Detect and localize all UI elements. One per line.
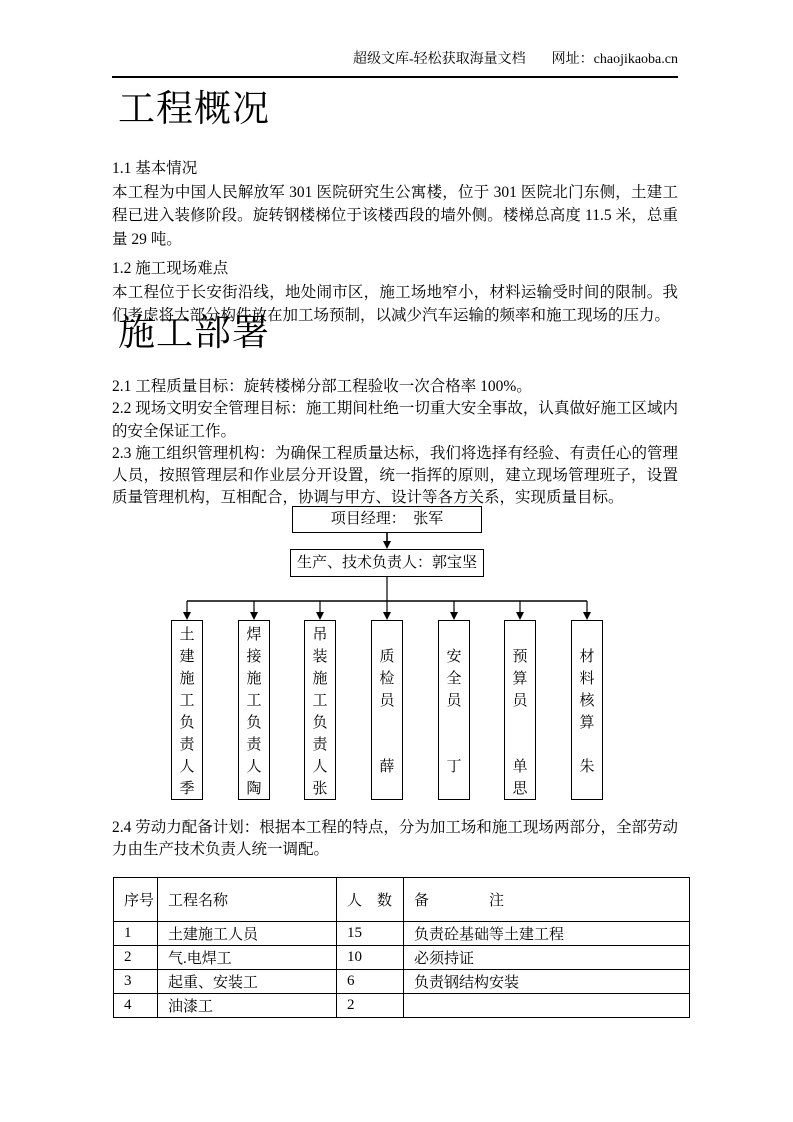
org-box-char: 负: [246, 715, 262, 731]
org-box-char: 薛: [379, 759, 395, 775]
org-box-char: 负: [179, 715, 195, 731]
table-cell-index: 3: [114, 970, 158, 994]
org-box-char: 核: [579, 693, 595, 709]
org-box-char: 吊: [312, 627, 328, 643]
org-box-char: [505, 624, 535, 646]
paragraph-2-2: 2.2 现场文明安全管理目标：施工期间杜绝一切重大安全事故，认真做好施工区域内的安全保证工作。: [112, 400, 678, 440]
org-box-estimator: [504, 620, 536, 800]
org-box-char: 质: [379, 649, 395, 665]
org-box-hoisting-lead: [304, 620, 336, 800]
org-box-char: 陶: [246, 781, 262, 797]
labor-table: [113, 877, 690, 1018]
table-cell-remark: 负责钢结构安装: [404, 970, 690, 994]
org-box-material-accountant: [571, 620, 603, 800]
org-box-char: 算: [512, 671, 528, 687]
table-cell-count: 10: [337, 946, 404, 970]
org-box-char: 责: [246, 737, 262, 753]
org-box-char: 人: [246, 759, 262, 775]
org-box-char: [572, 624, 602, 646]
table-cell-name: 土建施工人员: [158, 922, 337, 946]
org-box-char: [372, 712, 402, 734]
paragraph-2-1: 2.1 工程质量目标：旋转楼梯分部工程验收一次合格率 100%。: [112, 378, 532, 395]
org-box-char: [505, 712, 535, 734]
org-box-char: 思: [512, 781, 528, 797]
org-box-char: [372, 778, 402, 800]
table-header-index: 序号: [114, 878, 158, 922]
org-box-safety-officer: [438, 620, 470, 800]
org-box-char: 全: [446, 671, 462, 687]
table-header-remark: 备 注: [404, 878, 690, 922]
org-box-quality-inspector: [371, 620, 403, 800]
section2-labor-plan: [112, 817, 678, 862]
org-box-project-manager: 项目经理： 张军: [292, 506, 482, 533]
table-cell-name: 起重、安装工: [158, 970, 337, 994]
paragraph-1-2: 本工程位于长安街沿线，地处闹市区，施工场地窄小，材料运输受时间的限制。我们考虑将大部分构件放在加工场预制，以减少汽车运输的频率和施工现场的压力。: [112, 283, 678, 324]
table-row: [114, 946, 690, 970]
org-box-char: 员: [379, 693, 395, 709]
paragraph-2-3: 2.3 施工组织管理机构：为确保工程质量达标，我们将选择有经验、有责任心的管理人员，按照管理层和作业层分开设置，统一指挥的原则，建立现场管理班子，设置质量管理机构，互相配合，协调与甲方、设计等各方关系，实现质量目标。: [112, 444, 678, 507]
org-box-char: 安: [446, 649, 462, 665]
header-url-text: 网址：chaojikaoba.cn: [551, 52, 678, 67]
table-cell-remark: [404, 994, 690, 1018]
paragraph-1-1: 本工程为中国人民解放军 301 医院研究生公寓楼，位于 301 医院北门东侧，土建工程已进入装修阶段。旋转钢楼梯位于该楼西段的墙外侧。楼梯总高度 11.5 米，总重量 29 吨。: [112, 183, 678, 248]
section2-title: 施工部署: [118, 313, 270, 354]
org-box-char: 装: [312, 649, 328, 665]
table-cell-index: 2: [114, 946, 158, 970]
org-box-char: [572, 734, 602, 756]
org-box-deputy: 生产、技术负责人：郭宝坚: [290, 549, 484, 577]
org-box-char: 员: [512, 693, 528, 709]
org-box-char: 建: [179, 649, 195, 665]
org-box-char: 工: [179, 693, 195, 709]
org-box-char: 算: [579, 715, 595, 731]
org-box-char: 施: [246, 671, 262, 687]
org-box-char: 材: [579, 649, 595, 665]
table-row: [114, 922, 690, 946]
table-cell-name: 气.电焊工: [158, 946, 337, 970]
table-cell-remark: 负责砼基础等土建工程: [404, 922, 690, 946]
org-box-char: 人: [312, 759, 328, 775]
table-header-name: 工程名称: [158, 878, 337, 922]
org-box-char: 接: [246, 649, 262, 665]
paragraph-2-4: 2.4 劳动力配备计划：根据本工程的特点，分为加工场和施工现场两部分，全部劳动力由生产技术负责人统一调配。: [112, 819, 678, 859]
heading-1-1: 1.1 基本情况: [112, 160, 198, 177]
org-box-char: 员: [446, 693, 462, 709]
org-box-char: [505, 734, 535, 756]
table-cell-remark: 必须持证: [404, 946, 690, 970]
org-box-char: [372, 624, 402, 646]
table-header-count: 人 数: [337, 878, 404, 922]
org-box-char: 季: [179, 781, 195, 797]
org-box-char: [439, 712, 469, 734]
section1-body: [112, 157, 678, 328]
table-cell-count: 6: [337, 970, 404, 994]
org-box-char: 责: [179, 737, 195, 753]
org-box-char: 朱: [579, 759, 595, 775]
org-box-char: [372, 734, 402, 756]
section1-title: 工程概况: [118, 89, 270, 130]
org-box-char: 料: [579, 671, 595, 687]
org-box-char: 施: [312, 671, 328, 687]
org-box-char: 工: [312, 693, 328, 709]
org-box-char: 负: [312, 715, 328, 731]
org-box-char: 丁: [446, 759, 462, 775]
table-cell-index: 1: [114, 922, 158, 946]
heading-1-2: 1.2 施工现场难点: [112, 260, 229, 277]
table-cell-index: 4: [114, 994, 158, 1018]
table-header-row: [114, 878, 690, 922]
page-header: [112, 50, 678, 78]
table-cell-name: 油漆工: [158, 994, 337, 1018]
org-box-char: [572, 778, 602, 800]
org-box-char: [439, 734, 469, 756]
org-chart: [0, 505, 793, 805]
org-box-char: 焊: [246, 627, 262, 643]
org-box-char: 施: [179, 671, 195, 687]
org-box-civil-lead: [171, 620, 203, 800]
org-box-char: 责: [312, 737, 328, 753]
table-row: [114, 970, 690, 994]
org-box-char: 预: [512, 649, 528, 665]
table-cell-count: 15: [337, 922, 404, 946]
org-box-char: 检: [379, 671, 395, 687]
org-box-char: [439, 778, 469, 800]
org-box-char: 土: [179, 627, 195, 643]
org-box-char: 人: [179, 759, 195, 775]
section2-body: [112, 376, 678, 510]
org-box-char: 张: [312, 781, 328, 797]
table-row: [114, 994, 690, 1018]
org-box-char: 单: [512, 759, 528, 775]
org-box-welding-lead: [238, 620, 270, 800]
org-box-char: [439, 624, 469, 646]
table-cell-count: 2: [337, 994, 404, 1018]
header-site-text: 超级文库-轻松获取海量文档: [352, 52, 526, 67]
org-box-char: 工: [246, 693, 262, 709]
